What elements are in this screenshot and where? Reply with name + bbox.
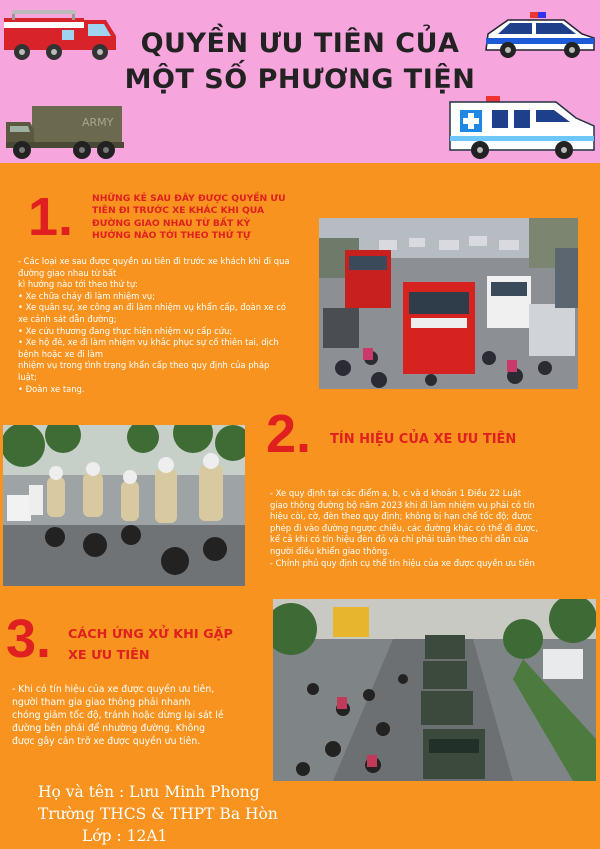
body-line: kì hướng nào tới theo thứ tự:: [18, 279, 138, 290]
ambulance-icon: [446, 94, 598, 162]
body-line: giao thông đường bộ năm 2023 khi đi làm nhiệm vụ phải có tín: [270, 499, 535, 510]
section1-number: 1.: [28, 187, 74, 247]
section3-number: 3.: [6, 609, 52, 669]
body-line: nhiệm vụ trong tình trạng khẩn cấp theo quy định của pháp: [18, 360, 270, 371]
body-line: • Xe cứu thương đang thực hiện nhiệm vụ cấp cứu;: [18, 325, 233, 336]
fire-trucks-traffic-photo: [319, 218, 578, 389]
body-line: đường giao nhau từ bất: [18, 267, 117, 278]
class-name: Lớp : 12A1: [82, 827, 168, 845]
body-line: chóng giảm tốc độ, tránh hoặc dừng lại sát lề: [12, 710, 224, 721]
army-label: ARMY: [82, 116, 114, 129]
section3-body: [12, 683, 272, 748]
body-line: luật;: [18, 371, 37, 382]
section3-title-line2: XE ƯU TIÊN: [68, 648, 150, 663]
section2-number: 2.: [266, 404, 312, 464]
body-line: - Khi có tín hiệu của xe được quyền ưu tiên,: [12, 684, 215, 695]
body-line: • Đoàn xe tang.: [18, 383, 85, 394]
police-motorcade-photo: [3, 425, 245, 586]
body-line: kể cả khi có tín hiệu đèn đỏ và chỉ phải tuân theo chỉ dẫn của: [270, 534, 529, 545]
body-line: - Các loại xe sau được quyền ưu tiên đi trước xe khách khi đi qua: [18, 256, 290, 266]
body-line: người tham gia giao thông phải nhanh: [12, 697, 191, 708]
section1-title: NHỮNG KẺ SAU ĐÂY ĐƯỢC QUYỀN ƯU TIÊN ĐI TRƯỚC XE KHÁC KHI QUA ĐƯỜNG GIAO NHAU TỪ BẤT KỲ HƯỚNG NÀO TỚI THEO THỨ TỰ: [92, 193, 286, 242]
body-line: - Chính phủ quy định cụ thể tín hiệu của xe được quyền ưu tiên: [270, 557, 535, 568]
body-line: người điều khiển giao thông.: [270, 545, 390, 556]
header-banner: [0, 0, 600, 163]
body-line: phép đi vào đường ngược chiều, các đường khác có thể đi được,: [270, 522, 539, 533]
section2-title: TÍN HIỆU CỦA XE ƯU TIÊN: [330, 432, 517, 447]
body-line: xe cảnh sát dẫn đường;: [18, 313, 117, 324]
body-line: được gây cản trở xe được quyền ưu tiên.: [12, 736, 201, 747]
body-line: • Xe hộ đê, xe đi làm nhiệm vụ khắc phục sự cố thiên tai, dịch: [18, 337, 279, 348]
body-line: • Xe quân sự, xe công an đi làm nhiệm vụ khẩn cấp, đoàn xe có: [18, 302, 286, 313]
section2-body: [270, 488, 588, 569]
school-name: Trường THCS & THPT Ba Hòn: [38, 805, 278, 823]
army-convoy-photo: [273, 599, 596, 781]
page-title-line2: MỘT SỐ PHƯƠNG TIỆN: [124, 64, 476, 95]
army-truck-icon: [2, 100, 126, 162]
body-line: bệnh hoặc xe đi làm: [18, 348, 104, 359]
section1-body: [18, 256, 308, 395]
body-line: - Xe quy định tại các điểm a, b, c và d khoản 1 Điều 22 Luật: [270, 488, 522, 498]
body-line: hiệu còi, cờ, đèn theo quy định; không bị hạn chế tốc độ; được: [270, 511, 533, 522]
body-line: đường bên phải để nhường đường. Không: [12, 723, 206, 734]
body-line: • Xe chữa cháy đi làm nhiệm vụ;: [18, 290, 156, 301]
section3-title-line1: CÁCH ỨNG XỬ KHI GẶP: [68, 627, 233, 642]
page-title-line1: QUYỀN ƯU TIÊN CỦA: [140, 28, 460, 59]
student-name: Họ và tên : Lưu Minh Phong: [38, 783, 260, 801]
